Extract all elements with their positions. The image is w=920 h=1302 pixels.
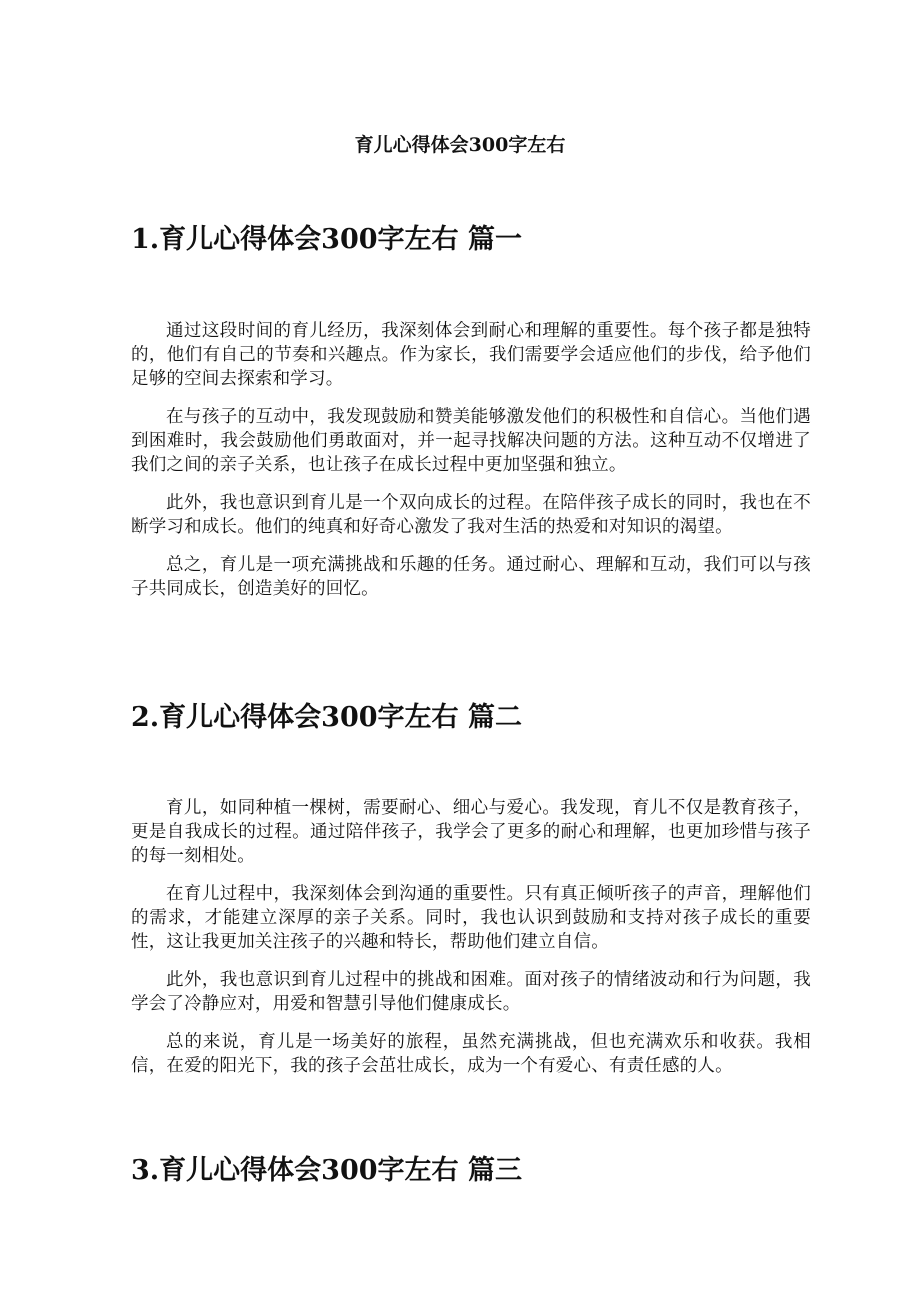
section-body-1 <box>131 319 811 615</box>
section-heading-3: 3.育儿心得体会300字左右 篇三 <box>131 1155 522 1186</box>
paragraph: 此外，我也意识到育儿过程中的挑战和困难。面对孩子的情绪波动和行为问题，我学会了冷静应对，用爱和智慧引导他们健康成长。 <box>131 970 811 1014</box>
document-title: 育儿心得体会300字左右 <box>354 134 566 156</box>
paragraph: 在育儿过程中，我深刻体会到沟通的重要性。只有真正倾听孩子的声音，理解他们的需求，才能建立深厚的亲子关系。同时，我也认识到鼓励和支持对孩子成长的重要性，这让我更加关注孩子的兴趣和特长，帮助他们建立自信。 <box>131 884 811 952</box>
paragraph: 此外，我也意识到育儿是一个双向成长的过程。在陪伴孩子成长的同时，我也在不断学习和成长。他们的纯真和好奇心激发了我对生活的热爱和对知识的渴望。 <box>131 493 811 537</box>
section-heading-1: 1.育儿心得体会300字左右 篇一 <box>131 224 522 255</box>
paragraph: 总的来说，育儿是一场美好的旅程，虽然充满挑战，但也充满欢乐和收获。我相信，在爱的阳光下，我的孩子会茁壮成长，成为一个有爱心、有责任感的人。 <box>131 1032 811 1076</box>
paragraph: 在与孩子的互动中，我发现鼓励和赞美能够激发他们的积极性和自信心。当他们遇到困难时，我会鼓励他们勇敢面对，并一起寻找解决问题的方法。这种互动不仅增进了我们之间的亲子关系，也让孩子在成长过程中更加坚强和独立。 <box>131 407 811 475</box>
paragraph: 通过这段时间的育儿经历，我深刻体会到耐心和理解的重要性。每个孩子都是独特的，他们有自己的节奏和兴趣点。作为家长，我们需要学会适应他们的步伐，给予他们足够的空间去探索和学习。 <box>131 321 811 389</box>
paragraph: 育儿，如同种植一棵树，需要耐心、细心与爱心。我发现，育儿不仅是教育孩子，更是自我成长的过程。通过陪伴孩子，我学会了更多的耐心和理解，也更加珍惜与孩子的每一刻相处。 <box>131 798 811 866</box>
paragraph: 总之，育儿是一项充满挑战和乐趣的任务。通过耐心、理解和互动，我们可以与孩子共同成长，创造美好的回忆。 <box>131 555 811 599</box>
section-body-2 <box>131 796 811 1092</box>
section-heading-2: 2.育儿心得体会300字左右 篇二 <box>131 702 522 733</box>
